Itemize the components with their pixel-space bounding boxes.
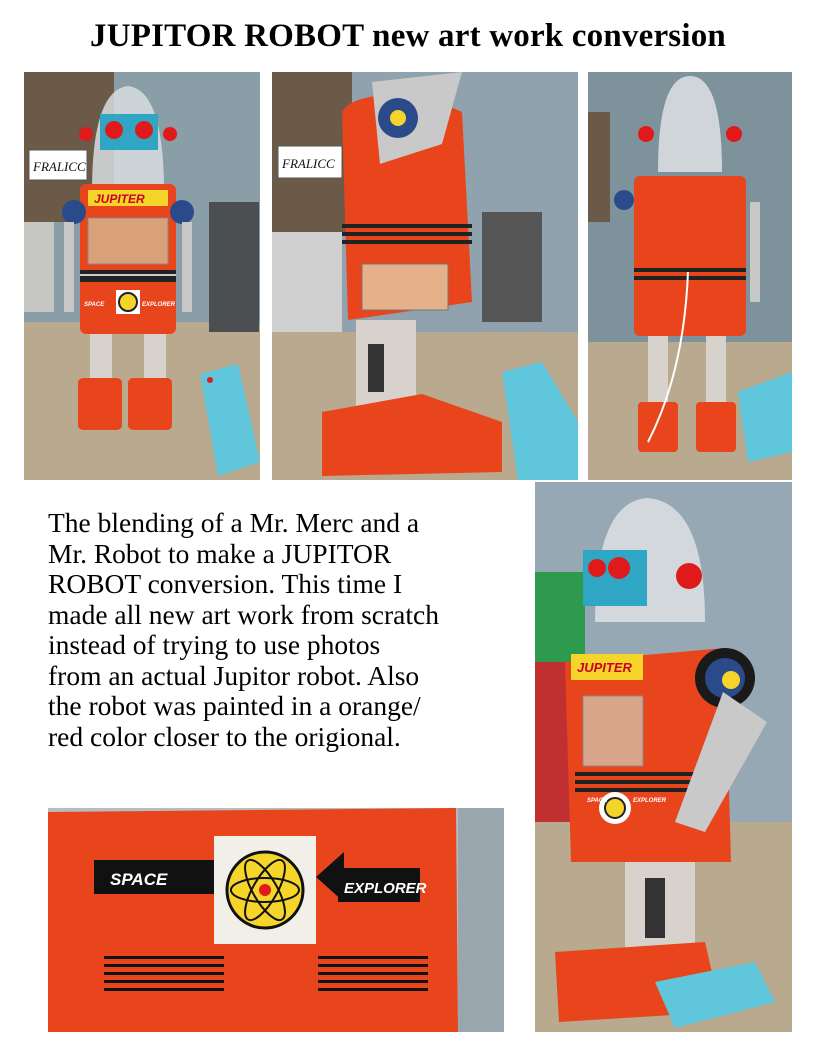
- name-tag-text: FRALICC: [33, 159, 86, 174]
- robot-angle-photo: [535, 482, 792, 1032]
- page-title: JUPITOR ROBOT new art work conversion: [90, 18, 726, 54]
- closeup-right-label: EXPLORER: [344, 880, 427, 897]
- robot-front-photo: [24, 72, 260, 480]
- decal-closeup-photo: [48, 808, 504, 1032]
- closeup-left-label: SPACE: [110, 870, 168, 889]
- chest-logo: JUPITER: [577, 660, 632, 675]
- description-paragraph: The blending of a Mr. Merc and a Mr. Robot to make a JUPITOR ROBOT conversion. This time I made all new art work from scratch instead of trying to use photos from an actual Jupitor robot. Also the robot was painted in a orange/ red color closer to the origional.: [48, 507, 439, 752]
- chest-logo: JUPITER: [94, 192, 145, 206]
- robot-side-photo: [272, 72, 578, 480]
- belly-left-label: SPACE: [587, 798, 608, 804]
- belly-right-label: EXPLORER: [142, 302, 176, 308]
- robot-back-photo: [588, 72, 792, 480]
- belly-left-label: SPACE: [84, 302, 105, 308]
- belly-right-label: EXPLORER: [633, 798, 667, 804]
- name-tag-text: FRALICC: [282, 156, 335, 171]
